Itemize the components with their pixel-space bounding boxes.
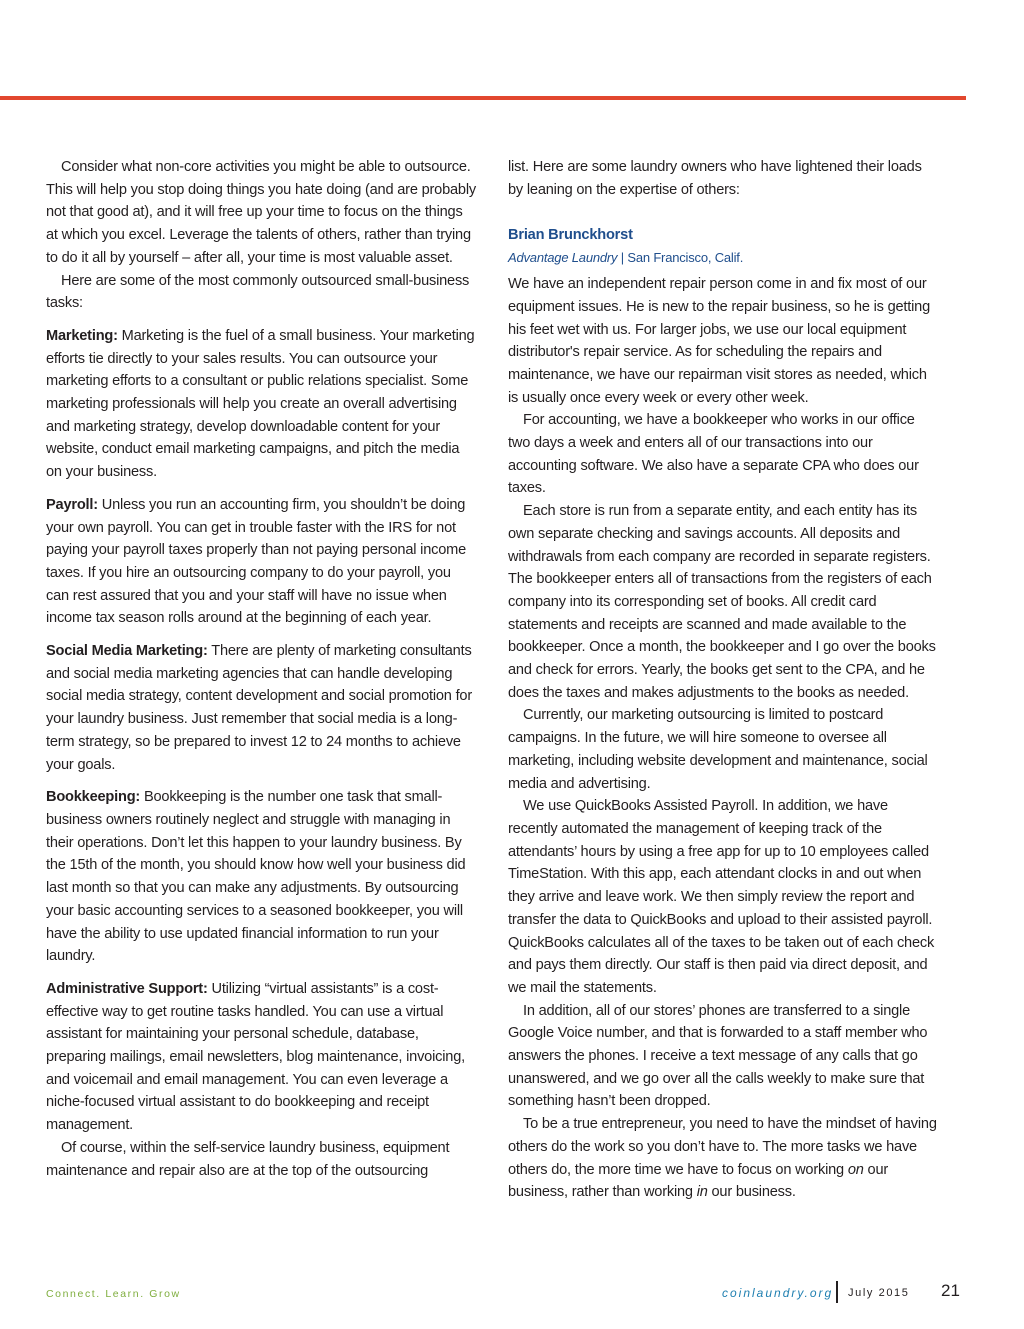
task-payroll — [46, 494, 476, 630]
task-term: Bookkeeping: — [46, 789, 141, 806]
task-term: Marketing: — [46, 327, 118, 344]
task-bookkeeping — [46, 786, 476, 968]
task-marketing — [46, 325, 476, 484]
task-text: Unless you run an accounting firm, you shouldn’t be doing your own payroll. You can get in trouble faster with the IRS for not paying your payroll taxes properly than not paying personal income taxes. If you hire an outsourcing company to do your payroll, you can rest assured that you and your staff will have no issue when income tax season rolls around at the beginning of each year. — [46, 496, 467, 627]
intro-paragraph: Consider what non-core activities you might be able to outsource. This will help you stop doing things you hate doing (and are probably not that good at), and it will free up your time to focus on the things at which you excel. Leverage the talents of others, rather than trying to do it all by yourself – after all, your time is most valuable asset. — [46, 159, 476, 266]
footer-site-link[interactable]: coinlaundry.org — [722, 1286, 834, 1300]
task-text: Marketing is the fuel of a small business. Your marketing efforts tie directly to your sales results. You can outsource your marketing efforts to a consultant or public relations specialist. Some marketing professionals will help you create an overall advertising and marketing strategy, develop downloadable content for your website, conduct email marketing campaigns, and pitch the media on your business. — [46, 327, 475, 481]
quote-text: To be a true entrepreneur, you need to have the mindset of having others do the work so you don’t have to. The more tasks we have others do, the more time we have to focus on working — [508, 1116, 937, 1178]
intro-paragraph-2: Here are some of the most commonly outsourced small-business tasks: — [46, 272, 470, 312]
task-text: Bookkeeping is the number one task that small-business owners routinely neglect and struggle with managing in their operations. Don’t let this happen to your laundry business. By the 15th of the month, you should know how well your business did last month so that you can make any adjustments. By outsourcing your basic accounting services to a seasoned bookkeeper, you will have the ability to use updated financial information to run your laundry. — [46, 789, 466, 965]
task-text: Utilizing “virtual assistants” is a cost-effective way to get routine tasks handled. You can use a virtual assistant for maintaining your personal schedule, database, preparing mailings, email newsletters, blog maintenance, invoicing, and voicemail and email management. You can even leverage a niche-focused virtual assistant to do bookkeeping and receipt management. — [46, 980, 465, 1134]
page-number: 21 — [941, 1281, 960, 1300]
article-column-right — [508, 156, 938, 1204]
task-term: Payroll: — [46, 496, 98, 513]
profile-meta — [508, 247, 938, 269]
task-admin-support — [46, 978, 476, 1137]
footer-tagline: Connect. Learn. Grow — [46, 1288, 181, 1300]
task-text: There are plenty of marketing consultants and social media marketing agencies that can handle developing social media strategy, content development and social promotion for your laundry business. Just remember that social media is a long-term strategy, so be prepared to invest 12 to 24 months to achieve your goals. — [46, 643, 473, 773]
profile-location: San Francisco, Calif. — [627, 250, 744, 266]
continued-paragraph: list. Here are some laundry owners who have lightened their loads by leaning on the expertise of others: — [508, 159, 922, 198]
task-social-media — [46, 640, 476, 776]
quote-paragraph: We use QuickBooks Assisted Payroll. In addition, we have recently automated the management of keeping track of the attendants’ hours by using a free app for up to 10 employees called TimeStation. With this app, each attendant clocks in and out when they arrive and leave work. We then simply review the report and transfer the data to QuickBooks and upload to their assisted payroll. QuickBooks calculates all of the taxes to be taken out of each check and pays them directly. Our staff is then paid via direct deposit, and we mail the statements. — [508, 798, 935, 996]
quote-text: our business, rather than working — [508, 1161, 889, 1201]
quote-paragraph: Currently, our marketing outsourcing is limited to postcard campaigns. In the future, we will hire someone to oversee all marketing, including website development and maintenance, social media and advertising. — [508, 707, 928, 792]
task-term: Social Media Marketing: — [46, 643, 208, 660]
article-column-left — [46, 156, 476, 1182]
profile-separator: | — [617, 250, 628, 266]
quote-paragraph: We have an independent repair person come in and fix most of our equipment issues. He is new to the repair business, so he is getting his feet wet with us. For larger jobs, we use our local equipment distributor's repair service. As for scheduling the repairs and maintenance, we have our repairman visit stores as needed, which is usually once every week or every other week. — [508, 276, 931, 406]
quote-paragraph-final — [508, 1113, 938, 1204]
quote-text: our business. — [707, 1184, 796, 1201]
quote-emphasis: in — [696, 1184, 708, 1201]
task-term: Administrative Support: — [46, 980, 208, 997]
footer-divider — [836, 1281, 838, 1303]
profile-name: Brian Brunckhorst — [508, 227, 633, 244]
profile-business: Advantage Laundry — [508, 250, 618, 266]
closing-paragraph: Of course, within the self-service laundry business, equipment maintenance and repair also are at the top of the outsourcing — [46, 1139, 450, 1179]
quote-paragraph: For accounting, we have a bookkeeper who works in our office two days a week and enters all of our transactions into our accounting software. We also have a separate CPA who does our taxes. — [508, 412, 919, 497]
footer-issue-date: July 2015 — [848, 1287, 910, 1299]
quote-emphasis: on — [847, 1161, 864, 1178]
quote-paragraph: In addition, all of our stores’ phones are transferred to a single Google Voice number, and that is forwarded to a staff member who answers the phones. I receive a text message of any calls that go unanswered, and we go over all the calls weekly to make sure that something hasn’t been dropped. — [508, 1002, 928, 1110]
header-rule — [0, 96, 966, 100]
quote-paragraph: Each store is run from a separate entity, and each entity has its own separate checking and savings accounts. All deposits and withdrawals from each company are recorded in separate registers. The bookkeeper enters all of transactions from the registers of each company into its corresponding set of books. All credit card statements and receipts are scanned and made available to the bookkeeper. Once a month, the bookkeeper and I go over the books and check for errors. Yearly, the books get sent to the CPA, and he does the taxes and makes adjustments to the books as needed. — [508, 503, 936, 701]
